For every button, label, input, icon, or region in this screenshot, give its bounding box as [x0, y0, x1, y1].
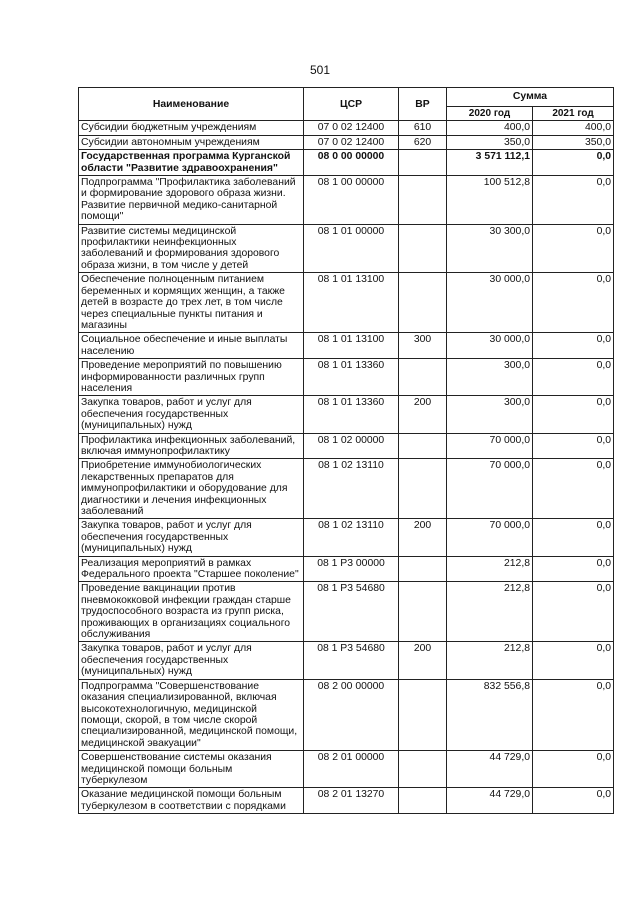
row-sum-2021: 0,0 [533, 333, 614, 359]
row-name: Субсидии бюджетным учреждениям [79, 121, 304, 135]
row-sum-2020: 212,8 [447, 642, 533, 679]
row-vr [399, 433, 447, 459]
header-year-2020: 2020 год [447, 107, 533, 121]
row-sum-2020: 350,0 [447, 135, 533, 149]
page-number: 501 [309, 63, 331, 77]
row-name: Проведение мероприятий по повышению информированности различных групп населения [79, 359, 304, 396]
table-row [79, 519, 614, 556]
row-vr: 200 [399, 396, 447, 433]
row-sum-2020: 70 000,0 [447, 519, 533, 556]
row-sum-2020: 70 000,0 [447, 433, 533, 459]
table-row [79, 459, 614, 519]
row-sum-2020: 832 556,8 [447, 679, 533, 750]
row-sum-2021: 0,0 [533, 459, 614, 519]
row-sum-2020: 212,8 [447, 582, 533, 642]
row-name: Закупка товаров, работ и услуг для обеспечения государственных (муниципальных) нужд [79, 642, 304, 679]
row-csr: 08 1 02 00000 [304, 433, 399, 459]
row-name: Оказание медицинской помощи больным туберкулезом в соответствии с порядками [79, 788, 304, 814]
row-sum-2021: 0,0 [533, 751, 614, 788]
row-sum-2021: 0,0 [533, 150, 614, 176]
row-csr: 08 1 00 00000 [304, 176, 399, 225]
header-csr: ЦСР [304, 88, 399, 121]
row-vr [399, 176, 447, 225]
row-sum-2020: 30 000,0 [447, 273, 533, 333]
row-sum-2021: 350,0 [533, 135, 614, 149]
row-sum-2020: 212,8 [447, 556, 533, 582]
row-vr: 200 [399, 519, 447, 556]
row-sum-2021: 400,0 [533, 121, 614, 135]
table-row [79, 121, 614, 135]
table-row [79, 150, 614, 176]
row-name: Обеспечение полноценным питанием беременных и кормящих женщин, а также детей в возрасте до трех лет, в том числе через специальные пункты питания и магазины [79, 273, 304, 333]
row-vr: 200 [399, 642, 447, 679]
row-sum-2021: 0,0 [533, 642, 614, 679]
row-sum-2021: 0,0 [533, 519, 614, 556]
row-csr: 08 1 01 00000 [304, 224, 399, 273]
row-vr [399, 273, 447, 333]
row-name: Субсидии автономным учреждениям [79, 135, 304, 149]
header-name: Наименование [79, 88, 304, 121]
row-sum-2020: 30 300,0 [447, 224, 533, 273]
row-csr: 07 0 02 12400 [304, 135, 399, 149]
row-vr [399, 788, 447, 814]
table-row [79, 433, 614, 459]
header-vr: ВР [399, 88, 447, 121]
row-sum-2021: 0,0 [533, 176, 614, 225]
table-row [79, 273, 614, 333]
row-name: Подпрограмма "Профилактика заболеваний и формирование здорового образа жизни. Развитие первичной медико-санитарной помощи" [79, 176, 304, 225]
row-sum-2020: 44 729,0 [447, 751, 533, 788]
table-row [79, 788, 614, 814]
row-csr: 08 1 02 13110 [304, 459, 399, 519]
table-row [79, 176, 614, 225]
row-name: Закупка товаров, работ и услуг для обеспечения государственных (муниципальных) нужд [79, 519, 304, 556]
row-sum-2020: 300,0 [447, 359, 533, 396]
row-vr [399, 459, 447, 519]
row-name: Социальное обеспечение и иные выплаты населению [79, 333, 304, 359]
row-sum-2021: 0,0 [533, 273, 614, 333]
table-row [79, 556, 614, 582]
row-csr: 08 2 01 13270 [304, 788, 399, 814]
header-year-2021: 2021 год [533, 107, 614, 121]
row-sum-2020: 400,0 [447, 121, 533, 135]
row-sum-2020: 300,0 [447, 396, 533, 433]
header-sum: Сумма [447, 88, 614, 107]
table-row [79, 751, 614, 788]
row-vr: 610 [399, 121, 447, 135]
row-csr: 08 1 P3 54680 [304, 582, 399, 642]
row-name: Развитие системы медицинской профилактики неинфекционных заболеваний и формирования здорового образа жизни, в том числе у детей [79, 224, 304, 273]
table-row [79, 224, 614, 273]
table-row [79, 396, 614, 433]
row-csr: 07 0 02 12400 [304, 121, 399, 135]
table-row [79, 333, 614, 359]
budget-table [78, 87, 614, 814]
row-sum-2020: 44 729,0 [447, 788, 533, 814]
row-vr [399, 751, 447, 788]
row-sum-2021: 0,0 [533, 582, 614, 642]
row-sum-2020: 30 000,0 [447, 333, 533, 359]
row-sum-2021: 0,0 [533, 679, 614, 750]
row-name: Подпрограмма "Совершенствование оказания специализированной, включая высокотехнологичную, медицинской помощи, скорой, в том числе скорой специализированной, медицинской помощи, медицинской эвакуации" [79, 679, 304, 750]
row-name: Государственная программа Курганской области "Развитие здравоохранения" [79, 150, 304, 176]
table-row [79, 679, 614, 750]
row-csr: 08 1 01 13100 [304, 273, 399, 333]
row-vr [399, 224, 447, 273]
row-csr: 08 2 01 00000 [304, 751, 399, 788]
row-csr: 08 1 01 13100 [304, 333, 399, 359]
row-csr: 08 0 00 00000 [304, 150, 399, 176]
row-sum-2021: 0,0 [533, 556, 614, 582]
row-csr: 08 1 01 13360 [304, 396, 399, 433]
row-name: Закупка товаров, работ и услуг для обеспечения государственных (муниципальных) нужд [79, 396, 304, 433]
row-vr: 300 [399, 333, 447, 359]
row-vr [399, 359, 447, 396]
table-row [79, 642, 614, 679]
row-name: Приобретение иммунобиологических лекарственных препаратов для иммунопрофилактики и оборудование для диагностики и лечения инфекционных заболеваний [79, 459, 304, 519]
row-name: Совершенствование системы оказания медицинской помощи больным туберкулезом [79, 751, 304, 788]
row-csr: 08 1 01 13360 [304, 359, 399, 396]
row-csr: 08 2 00 00000 [304, 679, 399, 750]
row-vr [399, 556, 447, 582]
row-name: Профилактика инфекционных заболеваний, включая иммунопрофилактику [79, 433, 304, 459]
row-name: Проведение вакцинации против пневмококковой инфекции граждан старше трудоспособного возраста из групп риска, проживающих в организациях социального обслуживания [79, 582, 304, 642]
row-csr: 08 1 P3 00000 [304, 556, 399, 582]
row-sum-2021: 0,0 [533, 359, 614, 396]
row-sum-2020: 70 000,0 [447, 459, 533, 519]
row-vr [399, 150, 447, 176]
table-row [79, 135, 614, 149]
table-row [79, 359, 614, 396]
row-sum-2021: 0,0 [533, 396, 614, 433]
row-sum-2021: 0,0 [533, 788, 614, 814]
row-csr: 08 1 P3 54680 [304, 642, 399, 679]
row-csr: 08 1 02 13110 [304, 519, 399, 556]
row-vr [399, 679, 447, 750]
row-sum-2021: 0,0 [533, 224, 614, 273]
row-vr: 620 [399, 135, 447, 149]
row-sum-2020: 100 512,8 [447, 176, 533, 225]
row-vr [399, 582, 447, 642]
row-name: Реализация мероприятий в рамках Федерального проекта "Старшее поколение" [79, 556, 304, 582]
table-row [79, 582, 614, 642]
row-sum-2021: 0,0 [533, 433, 614, 459]
row-sum-2020: 3 571 112,1 [447, 150, 533, 176]
